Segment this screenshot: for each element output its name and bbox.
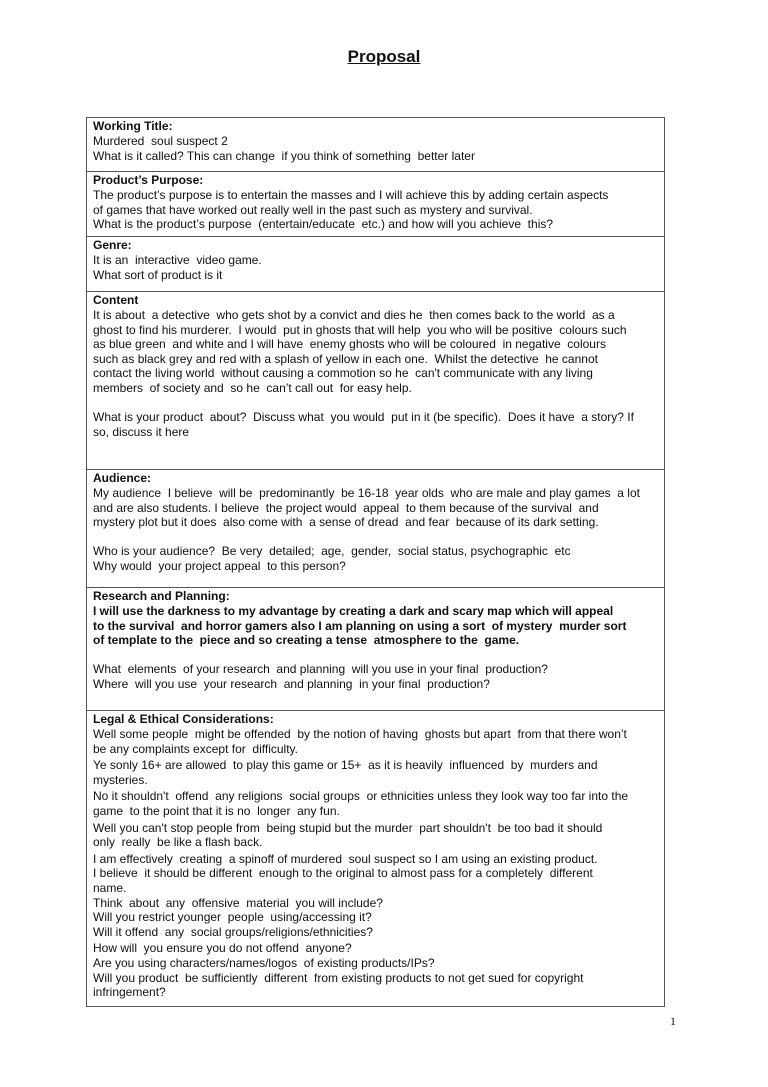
section-text-line: I am effectively creating a spinoff of murdered soul suspect so I am using an existing product. <box>93 851 598 866</box>
section-text-line: What is the product’s purpose (entertain/educate etc.) and how will you achieve this? <box>93 217 554 232</box>
section-text-line: Well you can't stop people from being stupid but the murder part shouldn't be too bad it should <box>93 820 603 835</box>
section-text-line: I will use the darkness to my advantage by creating a dark and scary map which will appeal <box>93 604 614 618</box>
section-heading: Working Title: <box>93 119 173 133</box>
section-heading: Audience: <box>93 471 152 485</box>
section-text-line: as blue green and white and I will have enemy ghosts who will be coloured in negative colours <box>93 337 606 352</box>
section-heading: Legal & Ethical Considerations: <box>93 712 274 726</box>
section-text-line: How will you ensure you do not offend anyone? <box>93 941 352 956</box>
section-text-line: I believe it should be different enough to the original to almost pass for a completely different <box>93 866 593 881</box>
page-number: 1 <box>670 1014 676 1028</box>
section-text-line: What is your product about? Discuss what you would put in it (be specific). Does it have a story? If <box>93 410 634 425</box>
section-text-line: mysteries. <box>93 772 148 787</box>
section-text-line: Will it offend any social groups/religions/ethnicities? <box>93 924 373 939</box>
section-text-line: No it shouldn't offend any religions social groups or ethnicities unless they look way too far into the <box>93 789 629 804</box>
section-text-line: Murdered soul suspect 2 <box>93 134 228 148</box>
section-text-line: only really be like a flash back. <box>93 835 263 850</box>
section-text-line: Where will you use your research and planning in your final production? <box>93 676 490 691</box>
section-text-line: be any complaints except for difficulty. <box>93 741 298 756</box>
section-text-line: Well some people might be offended by the notion of having ghosts but apart from that there won’t <box>93 727 627 741</box>
section-text-line: Who is your audience? Be very detailed; age, gender, social status, psychographic etc <box>93 544 571 559</box>
section-text-line: game to the point that it is no longer any fun. <box>93 803 340 818</box>
section-genre <box>87 236 664 291</box>
section-working-title <box>87 118 664 171</box>
section-text-line: Ye sonly 16+ are allowed to play this game or 15+ as it is heavily influenced by murders and <box>93 758 598 773</box>
section-text-line: It is an interactive video game. <box>93 253 262 267</box>
section-text-line: It is about a detective who gets shot by a convict and dies he then comes back to the world as a <box>93 308 615 322</box>
section-heading: Research and Planning: <box>93 589 230 603</box>
section-heading: Content <box>93 293 139 307</box>
section-text-line: What sort of product is it <box>93 267 223 282</box>
section-text-line: of games that have worked out really well in the past such as mystery and survival. <box>93 202 533 217</box>
section-content <box>87 291 664 469</box>
section-text-line: infringement? <box>93 985 166 1000</box>
section-text-line: contact the living world without causing a commotion so he can't communicate with any living <box>93 366 593 381</box>
section-legal-ethical <box>87 710 664 1006</box>
section-text-line: members of society and so he can’t call out for easy help. <box>93 380 412 395</box>
section-text-line: and are also students. I believe the project would appeal to them because of the survival and <box>93 500 599 515</box>
section-text-line: What elements of your research and planning will you use in your final production? <box>93 662 548 677</box>
section-text-line: The product’s purpose is to entertain the masses and I will achieve this by adding certain aspects <box>93 188 609 202</box>
section-text-line: such as black grey and red with a splash of yellow in each one. Whilst the detective he cannot <box>93 351 598 366</box>
section-products-purpose <box>87 171 664 236</box>
section-text-line <box>93 530 658 545</box>
document-title: Proposal <box>347 47 421 66</box>
section-text-line: to the survival and horror gamers also I am planning on using a sort of mystery murder sort <box>93 618 627 633</box>
section-text-line: name. <box>93 880 127 895</box>
section-text-line <box>93 648 658 663</box>
section-text-line: Will you product be sufficiently different from existing products to not get sued for copyright <box>93 970 584 985</box>
section-text-line: Think about any offensive material you will include? <box>93 895 383 910</box>
section-text-line: Are you using characters/names/logos of existing products/IPs? <box>93 955 435 970</box>
section-text-line: ghost to find his murderer. I would put in ghosts that will help you who will be positive colours such <box>93 322 627 337</box>
section-text-line: Why would your project appeal to this person? <box>93 558 346 573</box>
section-text-line: Will you restrict younger people using/accessing it? <box>93 910 372 925</box>
section-audience <box>87 469 664 587</box>
section-research-and-planning <box>87 587 664 710</box>
proposal-table <box>86 117 665 1007</box>
section-text-line <box>93 396 658 411</box>
section-heading: Product’s Purpose: <box>93 173 204 187</box>
section-text-line: My audience I believe will be predominantly be 16-18 year olds who are male and play games a lot <box>93 486 640 500</box>
section-text-line: so, discuss it here <box>93 424 190 439</box>
section-heading: Genre: <box>93 238 132 252</box>
section-text-line: What is it called? This can change if you think of something better later <box>93 148 475 163</box>
section-text-line: of template to the piece and so creating a tense atmosphere to the game. <box>93 633 520 648</box>
section-text-line: mystery plot but it does also come with a sense of dread and fear because of its dark setting. <box>93 515 599 530</box>
